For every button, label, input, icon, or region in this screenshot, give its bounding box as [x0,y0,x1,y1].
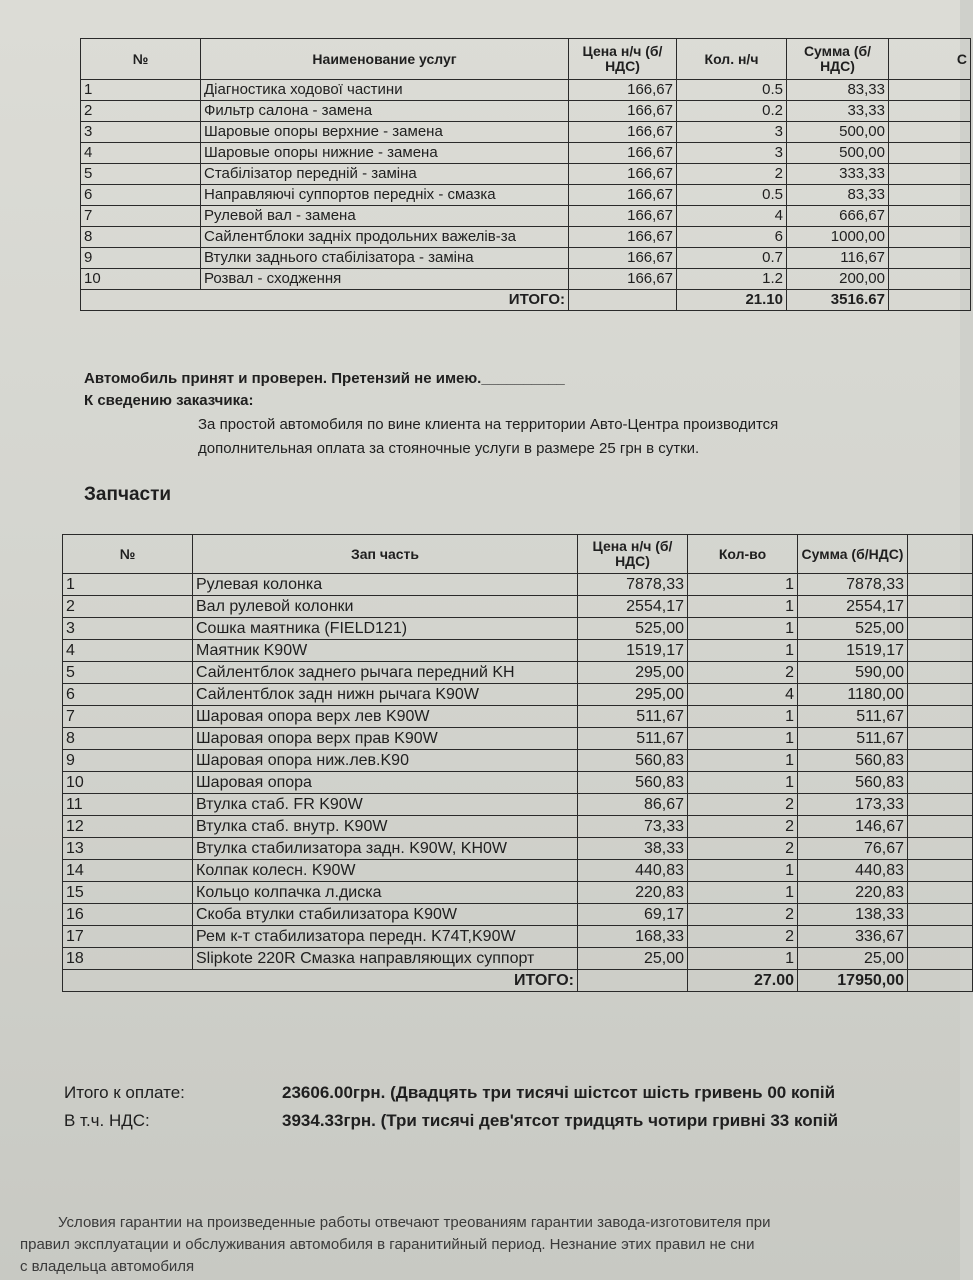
row-extra [908,838,973,860]
services-header-row [81,39,971,80]
services-table [80,38,971,311]
row-sum: 333,33 [787,164,889,185]
parts-total-label: ИТОГО: [63,970,578,992]
row-name: Втулка стаб. внутр. K90W [193,816,578,838]
row-number: 1 [81,80,201,101]
table-row [81,185,971,206]
row-number: 5 [63,662,193,684]
row-number: 17 [63,926,193,948]
table-row [81,269,971,290]
table-row [63,838,973,860]
col-qty: Кол-во [688,535,798,574]
row-extra [908,772,973,794]
row-number: 1 [63,574,193,596]
row-price: 440,83 [578,860,688,882]
notice-line-2: дополнительная оплата за стояночные услуги в размере 25 грн в сутки. [198,440,700,457]
row-name: Стабілізатор передній - заміна [201,164,569,185]
row-sum: 666,67 [787,206,889,227]
row-sum: 511,67 [798,706,908,728]
row-extra [908,574,973,596]
row-qty: 4 [688,684,798,706]
table-row [81,143,971,164]
row-extra [889,143,971,164]
row-extra [908,794,973,816]
row-extra [889,248,971,269]
row-number: 7 [81,206,201,227]
row-name: Фильтр салона - замена [201,101,569,122]
row-name: Slipkote 220R Смазка направляющих суппорт [193,948,578,970]
table-row [63,662,973,684]
row-number: 11 [63,794,193,816]
row-extra [908,926,973,948]
row-extra [908,948,973,970]
row-sum: 25,00 [798,948,908,970]
row-number: 6 [63,684,193,706]
row-price: 511,67 [578,728,688,750]
row-number: 14 [63,860,193,882]
parts-total-empty [578,970,688,992]
row-extra [908,618,973,640]
row-number: 8 [81,227,201,248]
table-row [63,772,973,794]
row-sum: 1180,00 [798,684,908,706]
table-row [81,248,971,269]
row-price: 166,67 [569,122,677,143]
row-price: 525,00 [578,618,688,640]
row-qty: 0.7 [677,248,787,269]
table-row [63,882,973,904]
row-number: 10 [63,772,193,794]
row-number: 3 [81,122,201,143]
row-extra [908,684,973,706]
row-price: 295,00 [578,684,688,706]
row-extra [889,122,971,143]
row-name: Скоба втулки стабилизатора K90W [193,904,578,926]
row-sum: 146,67 [798,816,908,838]
row-name: Сайлентблоки задніх продольних важелів-за [201,227,569,248]
row-extra [908,750,973,772]
row-number: 16 [63,904,193,926]
row-qty: 4 [677,206,787,227]
row-number: 18 [63,948,193,970]
services-body [81,80,971,290]
row-qty: 2 [677,164,787,185]
row-number: 3 [63,618,193,640]
table-row [81,101,971,122]
row-sum: 560,83 [798,772,908,794]
row-number: 2 [81,101,201,122]
total-to-pay-value: 23606.00грн. (Двадцять три тисячі шістсот шість гривень 00 копій [282,1083,836,1102]
notice-line-1: За простой автомобиля по вине клиента на территории Авто-Центра производится [198,416,779,433]
row-price: 168,33 [578,926,688,948]
table-row [63,750,973,772]
parts-table [62,534,973,992]
col-number: № [81,39,201,80]
table-row [63,596,973,618]
row-price: 560,83 [578,750,688,772]
row-sum: 200,00 [787,269,889,290]
row-name: Рем к-т стабилизатора передн. K74T,K90W [193,926,578,948]
row-extra [908,728,973,750]
row-price: 166,67 [569,185,677,206]
col-sum: Сумма (б/НДС) [798,535,908,574]
row-name: Діагностика ходової частини [201,80,569,101]
parts-total-sum: 17950,00 [798,970,908,992]
row-number: 10 [81,269,201,290]
row-name: Шаровые опоры нижние - замена [201,143,569,164]
table-row [63,816,973,838]
row-name: Шаровые опоры верхние - замена [201,122,569,143]
table-row [63,706,973,728]
table-row [63,574,973,596]
row-name: Маятник K90W [193,640,578,662]
row-name: Розвал - сходження [201,269,569,290]
services-total-qty: 21.10 [677,290,787,311]
row-price: 38,33 [578,838,688,860]
row-name: Сайлентблок заднего рычага передний KH [193,662,578,684]
row-price: 1519,17 [578,640,688,662]
row-extra [908,706,973,728]
row-name: Втулки заднього стабілізатора - заміна [201,248,569,269]
row-qty: 6 [677,227,787,248]
row-sum: 1000,00 [787,227,889,248]
row-name: Рулевой вал - замена [201,206,569,227]
row-extra [889,80,971,101]
row-qty: 1 [688,596,798,618]
row-qty: 1 [688,772,798,794]
table-row [63,860,973,882]
row-price: 73,33 [578,816,688,838]
col-service-name: Наименование услуг [201,39,569,80]
row-name: Шаровая опора верх прав K90W [193,728,578,750]
row-sum: 83,33 [787,185,889,206]
warranty-terms [20,1212,770,1278]
row-price: 166,67 [569,101,677,122]
row-number: 8 [63,728,193,750]
table-row [81,122,971,143]
row-sum: 1519,17 [798,640,908,662]
row-name: Направляючі суппортов передніх - смазка [201,185,569,206]
services-total-sum: 3516.67 [787,290,889,311]
row-price: 166,67 [569,206,677,227]
row-sum: 525,00 [798,618,908,640]
row-name: Шаровая опора верх лев K90W [193,706,578,728]
row-sum: 440,83 [798,860,908,882]
row-number: 4 [63,640,193,662]
col-price: Цена н/ч (б/НДС) [569,39,677,80]
col-price: Цена н/ч (б/НДС) [578,535,688,574]
row-extra [889,227,971,248]
warranty-line-1: Условия гарантии на произведенные работы отвечают треованиям гарантии завода-изготовителя при [58,1214,771,1231]
row-sum: 116,67 [787,248,889,269]
row-extra [908,640,973,662]
table-row [63,684,973,706]
parts-header-row [63,535,973,574]
col-number: № [63,535,193,574]
row-name: Шаровая опора [193,772,578,794]
row-sum: 500,00 [787,122,889,143]
row-name: Втулка стабилизатора задн. K90W, KH0W [193,838,578,860]
row-extra [908,882,973,904]
row-sum: 511,67 [798,728,908,750]
row-price: 511,67 [578,706,688,728]
table-row [63,640,973,662]
parts-total-qty: 27.00 [688,970,798,992]
row-sum: 83,33 [787,80,889,101]
col-sum: Сумма (б/НДС) [787,39,889,80]
table-row [63,618,973,640]
row-price: 166,67 [569,143,677,164]
row-sum: 7878,33 [798,574,908,596]
table-row [81,80,971,101]
row-extra [908,662,973,684]
row-sum: 33,33 [787,101,889,122]
services-total-label: ИТОГО: [81,290,569,311]
row-sum: 138,33 [798,904,908,926]
row-qty: 1 [688,728,798,750]
row-qty: 2 [688,904,798,926]
table-row [63,728,973,750]
parts-body [63,574,973,970]
services-total-row [81,290,971,311]
row-name: Втулка стаб. FR K90W [193,794,578,816]
row-extra [908,860,973,882]
row-qty: 2 [688,662,798,684]
table-row [81,164,971,185]
parts-total-row [63,970,973,992]
row-extra [908,596,973,618]
row-price: 166,67 [569,164,677,185]
accepted-statement: Автомобиль принят и проверен. Претензий не имею.__________ [84,370,565,387]
row-qty: 0.2 [677,101,787,122]
warranty-line-3: с владельца автомобиля [20,1258,195,1275]
row-name: Сайлентблок задн нижн рычага K90W [193,684,578,706]
row-number: 13 [63,838,193,860]
row-sum: 590,00 [798,662,908,684]
row-name: Рулевая колонка [193,574,578,596]
row-sum: 76,67 [798,838,908,860]
row-price: 166,67 [569,269,677,290]
row-qty: 1.2 [677,269,787,290]
row-extra [889,101,971,122]
row-number: 9 [81,248,201,269]
row-price: 7878,33 [578,574,688,596]
row-qty: 2 [688,816,798,838]
row-qty: 1 [688,750,798,772]
row-name: Вал рулевой колонки [193,596,578,618]
customer-notice-title: К сведению заказчика: [84,392,254,409]
row-price: 69,17 [578,904,688,926]
vat-value: 3934.33грн. (Три тисячі дев'ятсот тридцять чотири гривні 33 копій [282,1111,839,1130]
row-sum: 220,83 [798,882,908,904]
row-extra [889,185,971,206]
row-price: 166,67 [569,227,677,248]
row-number: 12 [63,816,193,838]
row-price: 295,00 [578,662,688,684]
row-qty: 1 [688,948,798,970]
row-price: 2554,17 [578,596,688,618]
row-price: 560,83 [578,772,688,794]
col-extra [908,535,973,574]
row-qty: 2 [688,794,798,816]
row-price: 25,00 [578,948,688,970]
services-total-extra [889,290,971,311]
row-name: Шаровая опора ниж.лев.K90 [193,750,578,772]
row-qty: 2 [688,838,798,860]
row-number: 15 [63,882,193,904]
row-sum: 560,83 [798,750,908,772]
row-price: 220,83 [578,882,688,904]
row-extra [908,904,973,926]
vat-label: В т.ч. НДС: [64,1111,150,1130]
row-number: 6 [81,185,201,206]
row-qty: 1 [688,706,798,728]
row-qty: 1 [688,618,798,640]
parts-total-extra [908,970,973,992]
warranty-line-2: правил эксплуатации и обслуживания автомобиля в гаранитийный период. Незнание этих правил не сни [20,1236,755,1253]
row-qty: 0.5 [677,80,787,101]
row-number: 2 [63,596,193,618]
table-row [63,794,973,816]
table-row [81,227,971,248]
row-sum: 500,00 [787,143,889,164]
row-price: 166,67 [569,248,677,269]
table-row [63,926,973,948]
row-extra [889,269,971,290]
row-number: 5 [81,164,201,185]
total-to-pay [64,1080,835,1106]
row-price: 86,67 [578,794,688,816]
row-sum: 2554,17 [798,596,908,618]
row-qty: 3 [677,143,787,164]
row-qty: 1 [688,640,798,662]
services-total-empty [569,290,677,311]
row-sum: 336,67 [798,926,908,948]
col-hours: Кол. н/ч [677,39,787,80]
row-number: 7 [63,706,193,728]
row-name: Колпак колесн. K90W [193,860,578,882]
row-extra [889,164,971,185]
row-name: Сошка маятника (FIELD121) [193,618,578,640]
row-number: 9 [63,750,193,772]
table-row [63,904,973,926]
row-qty: 2 [688,926,798,948]
col-part-name: Зап часть [193,535,578,574]
row-extra [908,816,973,838]
row-extra [889,206,971,227]
total-to-pay-label: Итого к оплате: [64,1083,185,1102]
row-qty: 0.5 [677,185,787,206]
row-number: 4 [81,143,201,164]
row-sum: 173,33 [798,794,908,816]
table-row [81,206,971,227]
row-qty: 1 [688,574,798,596]
row-qty: 1 [688,882,798,904]
row-name: Кольцо колпачка л.диска [193,882,578,904]
row-qty: 1 [688,860,798,882]
table-row [63,948,973,970]
col-extra: С [889,39,971,80]
row-price: 166,67 [569,80,677,101]
row-qty: 3 [677,122,787,143]
vat-total [64,1108,838,1134]
parts-title: Запчасти [84,484,172,505]
